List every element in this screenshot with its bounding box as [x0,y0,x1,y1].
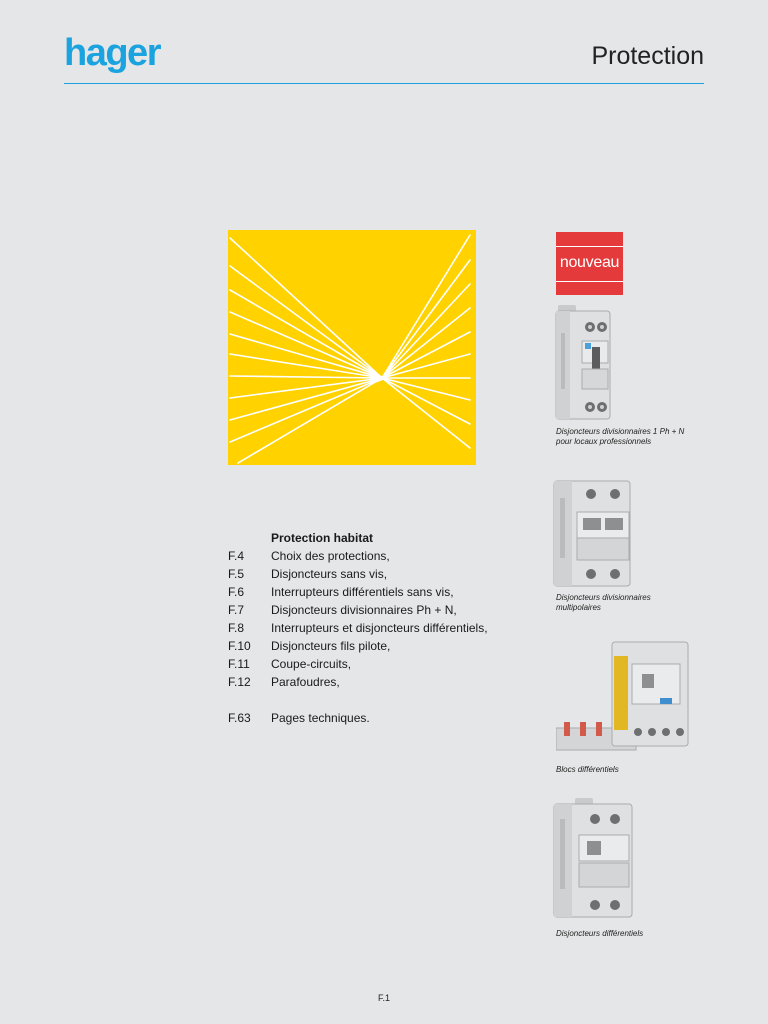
toc-page-ref: F.63 [228,711,251,725]
section-graphic [228,230,476,465]
toc-label: Interrupteurs et disjoncteurs différentiels, [271,621,488,635]
toc-label: Pages techniques. [271,711,370,725]
toc-heading: Protection habitat [271,531,374,545]
toc-label: Disjoncteurs sans vis, [271,567,388,581]
circuit-breaker-1p-n-icon [555,303,613,421]
radiating-lines-graphic [228,230,476,465]
product-caption [556,427,736,447]
toc-page-ref: F.10 [228,639,251,653]
badge-stripe [556,246,623,247]
toc-label: Coupe-circuits, [271,657,352,671]
caption-line: pour locaux professionnels [556,437,652,446]
header-divider [64,83,704,84]
new-badge [556,232,623,295]
caption-line: Disjoncteurs divisionnaires [556,593,651,602]
toc-label: Disjoncteurs divisionnaires Ph + N, [271,603,457,617]
page-title: Protection [591,42,704,70]
toc-label: Disjoncteurs fils pilote, [271,639,391,653]
product-caption [556,593,736,613]
caption-line: Blocs différentiels [556,765,619,774]
hager-logo: hager [64,32,160,74]
toc-page-ref: F.7 [228,603,245,617]
toc-page-ref: F.11 [228,657,250,671]
differential-block-icon [556,638,691,754]
toc-page-ref: F.12 [228,675,251,689]
toc-page-ref: F.8 [228,621,245,635]
toc-page-ref: F.6 [228,585,245,599]
new-badge-label: nouveau [559,254,620,271]
toc-label: Interrupteurs différentiels sans vis, [271,585,454,599]
caption-line: Disjoncteurs différentiels [556,929,644,938]
toc-page-ref: F.5 [228,567,245,581]
page-number: F.1 [377,993,390,1003]
differential-breaker-icon [553,797,637,919]
circuit-breaker-multipolar-icon [553,478,633,588]
toc-page-ref: F.4 [228,549,245,563]
product-caption [556,929,736,939]
caption-line: Disjoncteurs divisionnaires 1 Ph + N [556,427,685,436]
caption-line: multipolaires [556,603,601,612]
product-caption [556,765,736,775]
toc-label: Choix des protections, [271,549,390,563]
toc-label: Parafoudres, [271,675,340,689]
badge-stripe [556,281,623,282]
